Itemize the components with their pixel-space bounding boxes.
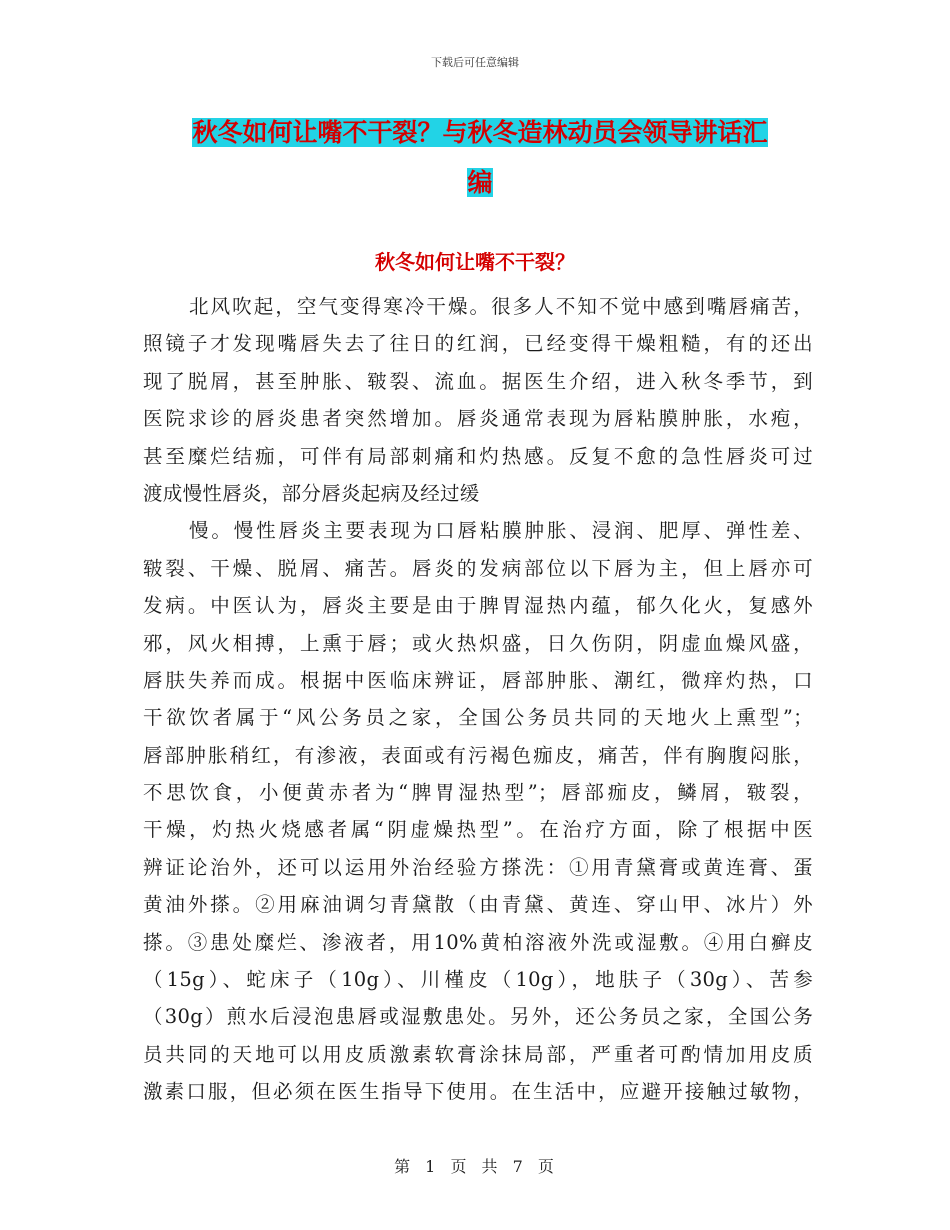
paragraph1-line: 现了脱屑，甚至肿胀、皲裂、流血。据医生介绍，进入秋冬季节，到 [143, 369, 813, 393]
paragraph2-line: 黄油外搽。②用麻油调匀青黛散（由青黛、黄连、穿山甲、冰片）外 [143, 893, 813, 917]
body-text [143, 288, 813, 1111]
paragraph2-line: 不思饮食，小便黄赤者为“脾胃湿热型”；唇部痂皮，鳞屑，皲裂， [143, 781, 813, 805]
document-title-line1: 秋冬如何让嘴不干裂？与秋冬造林动员会领导讲话汇 [192, 118, 768, 147]
paragraph1-line: 照镜子才发现嘴唇失去了往日的红润，已经变得干燥粗糙，有的还出 [143, 332, 813, 356]
paragraph2-line: 员共同的天地可以用皮质激素软膏涂抹局部，严重者可酌情加用皮质 [143, 1042, 813, 1066]
paragraph2-line: 唇肤失养而成。根据中医临床辨证，唇部肿胀、潮红，微痒灼热，口 [143, 668, 813, 692]
document-title [150, 108, 810, 208]
paragraph1-line: 渡成慢性唇炎，部分唇炎起病及经过缓 [143, 481, 480, 505]
paragraph1-line: 甚至糜烂结痂，可伴有局部刺痛和灼热感。反复不愈的急性唇炎可过 [143, 444, 813, 468]
document-title-line2: 编 [467, 168, 493, 197]
paragraph2-line: 发病。中医认为，唇炎主要是由于脾胃湿热内蕴，郁久化火，复感外 [143, 594, 813, 618]
paragraph2-line: 慢。慢性唇炎主要表现为口唇粘膜肿胀、浸润、肥厚、弹性差、 [189, 519, 813, 543]
paragraph2-line: 皲裂、干燥、脱屑、痛苦。唇炎的发病部位以下唇为主，但上唇亦可 [143, 556, 813, 580]
page-number: 第 1 页 共 7 页 [394, 1157, 556, 1176]
paragraph2-line: 干欲饮者属于“风公务员之家，全国公务员共同的天地火上熏型”； [143, 706, 813, 730]
paragraph1-line: 北风吹起，空气变得寒冷干燥。很多人不知不觉中感到嘴唇痛苦， [189, 295, 813, 318]
paragraph2-line: （30g）煎水后浸泡患唇或湿敷患处。另外，还公务员之家，全国公务 [143, 1005, 813, 1029]
paragraph2-line: 搽。③患处糜烂、渗液者，用10%黄柏溶液外洗或湿敷。④用白癣皮 [143, 930, 813, 954]
paragraph2-line: 干燥，灼热火烧感者属“阴虚燥热型”。在治疗方面，除了根据中医 [143, 818, 813, 842]
section-heading: 秋冬如何让嘴不干裂？ [375, 250, 575, 274]
paragraph1-line: 医院求诊的唇炎患者突然增加。唇炎通常表现为唇粘膜肿胀，水疱， [143, 407, 813, 431]
header-note: 下载后可任意编辑 [431, 56, 519, 69]
paragraph2-line: 邪，风火相搏，上熏于唇；或火热炽盛，日久伤阴，阴虚血燥风盛， [143, 631, 813, 655]
paragraph2-line: 唇部肿胀稍红，有渗液，表面或有污褐色痂皮，痛苦，伴有胸腹闷胀， [143, 743, 813, 767]
paragraph2-line: （15g）、蛇床子（10g）、川槿皮（10g），地肤子（30g）、苦参 [143, 968, 813, 992]
paragraph2-line: 辨证论治外，还可以运用外治经验方搽洗：①用青黛膏或黄连膏、蛋 [143, 855, 813, 879]
paragraph2-line: 激素口服，但必须在医生指导下使用。在生活中，应避开接触过敏物， [143, 1080, 813, 1104]
